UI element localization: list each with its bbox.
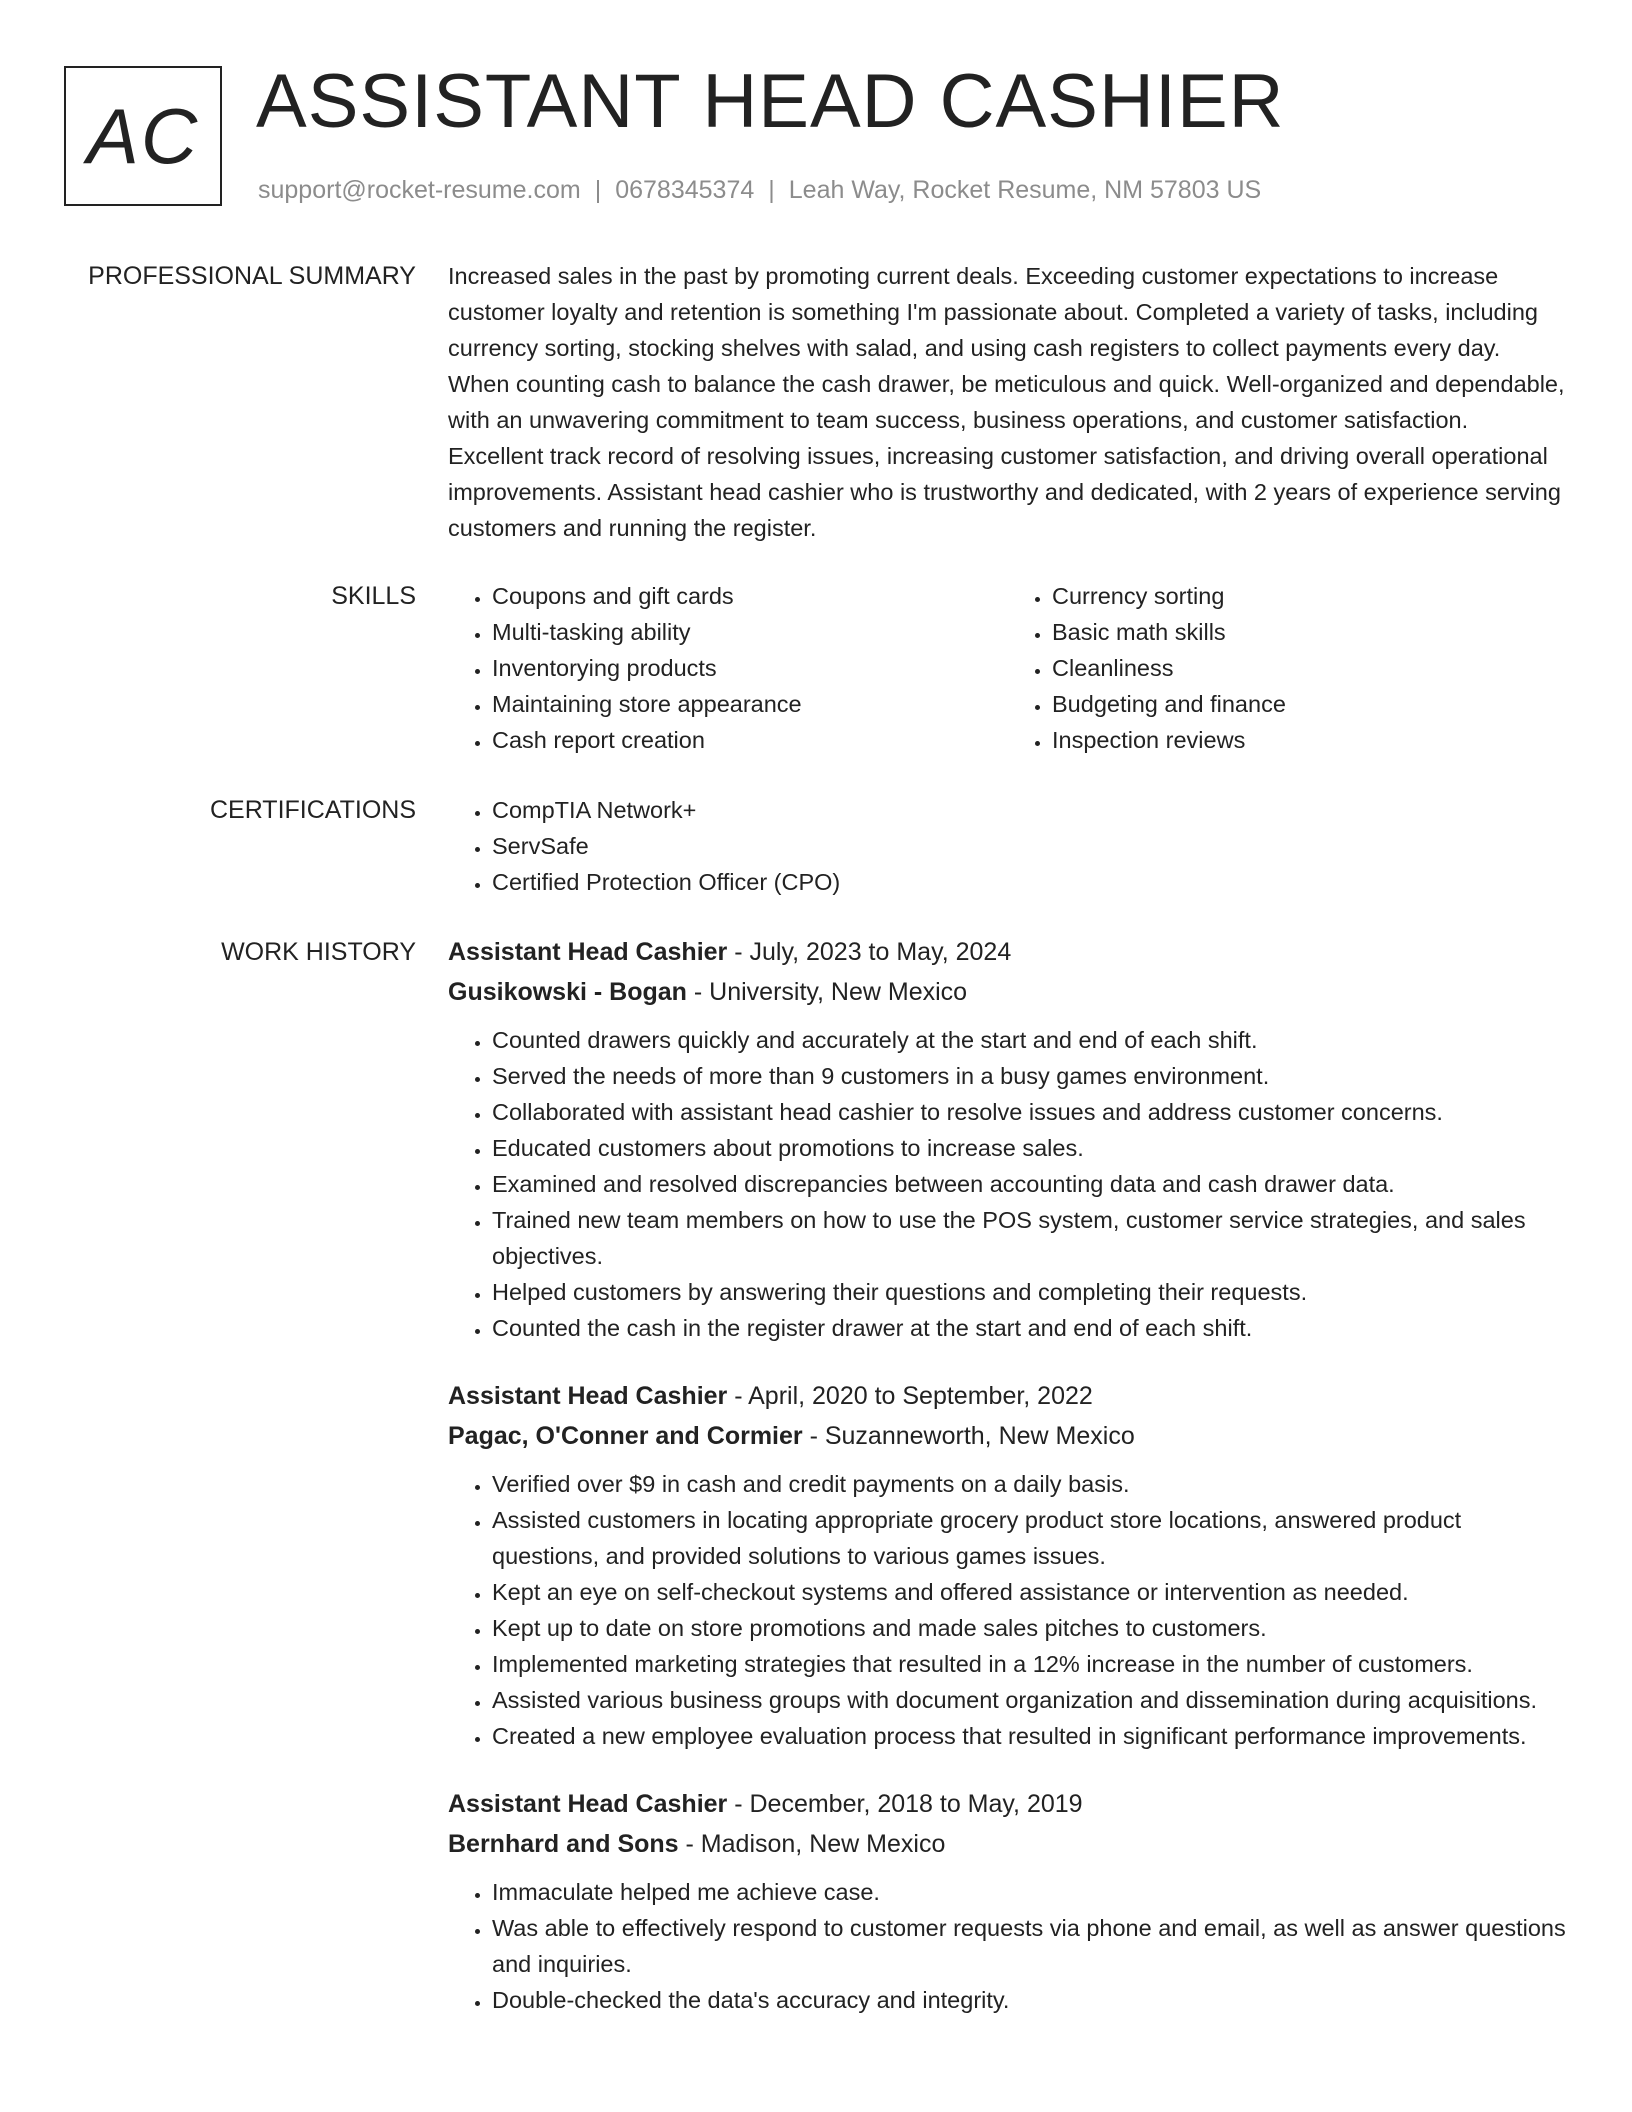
job-entry <box>448 932 1568 1346</box>
job-title: Assistant Head Cashier <box>448 1382 728 1410</box>
job-bullet: • Educated customers about promotions to increase sales. <box>492 1130 1568 1166</box>
job-company: Bernhard and Sons <box>448 1830 679 1858</box>
job-bullet: • Implemented marketing strategies that resulted in a 12% increase in the number of customers. <box>492 1646 1568 1682</box>
job-bullet: • Collaborated with assistant head cashier to resolve issues and address customer concerns. <box>492 1094 1568 1130</box>
job-bullet: • Was able to effectively respond to customer requests via phone and email, as well as answer questions and inquiries. <box>492 1910 1568 1982</box>
certifications-list <box>448 792 1568 900</box>
summary-text: Increased sales in the past by promoting current deals. Exceeding customer expectations to increase customer loyalty and retention is something I'm passionate about. Completed a variety of tasks, including currency sorting, stocking shelves with salad, and using cash registers to collect payments every day. When counting cash to balance the cash drawer, be meticulous and quick. Well-organized and dependable, with an unwavering commitment to team success, business operations, and customer satisfaction. Excellent track record of resolving issues, increasing customer satisfaction, and driving overall operational improvements. Assistant head cashier who is trustworthy and dedicated, with 2 years of experience serving customers and running the register. <box>448 263 1565 541</box>
job-dates: - December, 2018 to May, 2019 <box>727 1790 1083 1818</box>
skill-item: • Inspection reviews <box>1052 722 1568 758</box>
contact-address: Leah Way, Rocket Resume, NM 57803 US <box>788 176 1262 204</box>
work-history-section <box>448 932 1568 2048</box>
job-title-line <box>448 932 1568 972</box>
skills-grid <box>448 578 1568 758</box>
certification-item: • ServSafe <box>492 828 1568 864</box>
job-company-line <box>448 1824 1568 1864</box>
contact-email: support@rocket-resume.com <box>258 176 581 204</box>
skill-item: • Coupons and gift cards <box>492 578 1008 614</box>
contact-phone: 0678345374 <box>615 176 755 204</box>
skill-item: • Multi-tasking ability <box>492 614 1008 650</box>
job-bullet: • Immaculate helped me achieve case. <box>492 1874 1568 1910</box>
job-title-line <box>448 1376 1568 1416</box>
job-company: Gusikowski - Bogan <box>448 978 687 1006</box>
certification-item: • CompTIA Network+ <box>492 792 1568 828</box>
skills-list-right <box>1008 578 1568 758</box>
job-dates: - July, 2023 to May, 2024 <box>727 938 1012 966</box>
job-bullet: • Counted the cash in the register drawer at the start and end of each shift. <box>492 1310 1568 1346</box>
skill-item: • Cash report creation <box>492 722 1008 758</box>
skill-item: • Maintaining store appearance <box>492 686 1008 722</box>
job-bullet: • Examined and resolved discrepancies between accounting data and cash drawer data. <box>492 1166 1568 1202</box>
skills-section <box>448 578 1568 758</box>
job-location: - University, New Mexico <box>686 978 968 1006</box>
skills-list-left <box>448 578 1008 758</box>
job-title-line <box>448 1784 1568 1824</box>
job-location: - Madison, New Mexico <box>678 1830 946 1858</box>
summary-section <box>448 258 1568 546</box>
job-dates: - April, 2020 to September, 2022 <box>727 1382 1093 1410</box>
skill-item: • Inventorying products <box>492 650 1008 686</box>
job-bullet: • Served the needs of more than 9 customers in a busy games environment. <box>492 1058 1568 1094</box>
work-history-label: WORK HISTORY <box>221 938 416 966</box>
job-bullet: • Double-checked the data's accuracy and integrity. <box>492 1982 1568 2018</box>
job-bullet: • Kept an eye on self-checkout systems and offered assistance or intervention as needed. <box>492 1574 1568 1610</box>
certifications-section <box>448 792 1568 900</box>
job-bullet: • Trained new team members on how to use the POS system, customer service strategies, and sales objectives. <box>492 1202 1568 1274</box>
job-bullet: • Helped customers by answering their questions and completing their requests. <box>492 1274 1568 1310</box>
job-location: - Suzanneworth, New Mexico <box>802 1422 1135 1450</box>
job-bullets <box>448 1022 1568 1346</box>
job-bullet: • Assisted various business groups with document organization and dissemination during acquisitions. <box>492 1682 1568 1718</box>
summary-label: PROFESSIONAL SUMMARY <box>88 262 416 290</box>
job-title: Assistant Head Cashier <box>448 938 728 966</box>
skill-item: • Cleanliness <box>1052 650 1568 686</box>
certification-item: • Certified Protection Officer (CPO) <box>492 864 1568 900</box>
job-company: Pagac, O'Conner and Cormier <box>448 1422 803 1450</box>
job-bullets <box>448 1874 1568 2018</box>
job-bullet: • Kept up to date on store promotions and made sales pitches to customers. <box>492 1610 1568 1646</box>
job-company-line <box>448 972 1568 1012</box>
job-bullet: • Assisted customers in locating appropriate grocery product store locations, answered product questions, and provided solutions to various games issues. <box>492 1502 1568 1574</box>
monogram-initials: AC <box>86 91 200 180</box>
job-bullet: • Verified over $9 in cash and credit payments on a daily basis. <box>492 1466 1568 1502</box>
contact-separator: | <box>594 176 602 204</box>
job-entry <box>448 1376 1568 1754</box>
job-company-line <box>448 1416 1568 1456</box>
job-entry <box>448 1784 1568 2018</box>
job-bullets <box>448 1466 1568 1754</box>
job-title: Assistant Head Cashier <box>448 1790 728 1818</box>
job-bullet: • Counted drawers quickly and accurately at the start and end of each shift. <box>492 1022 1568 1058</box>
certifications-label: CERTIFICATIONS <box>209 796 416 824</box>
contact-line <box>258 174 1261 206</box>
skills-label: SKILLS <box>331 582 416 610</box>
resume-title: ASSISTANT HEAD CASHIER <box>256 59 1285 144</box>
job-bullet: • Created a new employee evaluation process that resulted in significant performance improvements. <box>492 1718 1568 1754</box>
skill-item: • Basic math skills <box>1052 614 1568 650</box>
skill-item: • Currency sorting <box>1052 578 1568 614</box>
contact-separator: | <box>768 176 775 204</box>
skill-item: • Budgeting and finance <box>1052 686 1568 722</box>
monogram-box <box>64 66 222 206</box>
